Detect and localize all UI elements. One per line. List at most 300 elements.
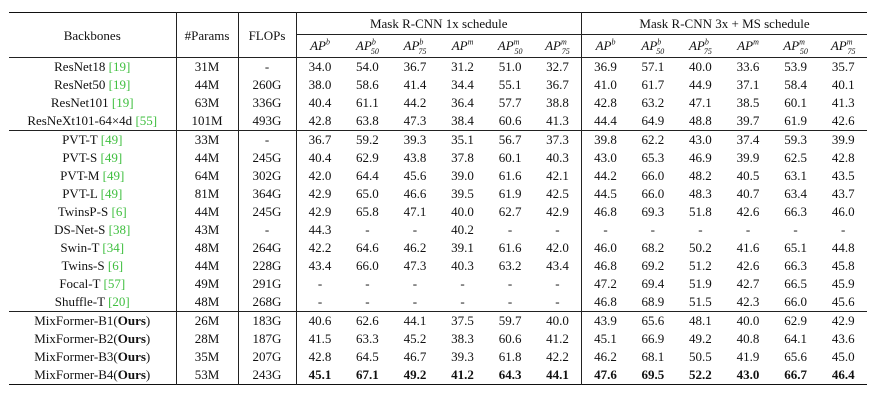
metric-value: 44.5 xyxy=(581,185,629,203)
citation-link[interactable]: [20] xyxy=(108,294,130,309)
metric-value: 63.2 xyxy=(498,258,522,273)
citation-link[interactable]: [57] xyxy=(103,276,126,291)
metric-value: 36.9 xyxy=(581,58,629,77)
flops-cell: 228G xyxy=(238,257,296,275)
metric-value: 37.1 xyxy=(736,77,760,92)
backbone-label: MixFormer-B1 xyxy=(34,313,114,328)
metric-value: 47.6 xyxy=(581,366,629,385)
metric-value: 60.6 xyxy=(498,331,522,346)
metric-value: - xyxy=(650,222,656,237)
metric-value: 66.3 xyxy=(784,258,807,273)
flops-cell: - xyxy=(238,221,296,239)
metric-value: 63.2 xyxy=(641,95,665,110)
backbone-name xyxy=(9,239,176,257)
metric-value: 45.6 xyxy=(403,168,427,183)
citation-link[interactable]: [55] xyxy=(135,113,158,128)
params-cell: 28M xyxy=(176,330,238,348)
params-cell: 53M xyxy=(176,366,238,385)
metric-value: 58.4 xyxy=(784,77,807,92)
metric-value: 66.3 xyxy=(784,204,807,219)
metric-value: 34.4 xyxy=(451,77,474,92)
header-row xyxy=(9,13,867,35)
metric-value: - xyxy=(507,276,513,291)
metric-value: 61.6 xyxy=(498,240,522,255)
table-row xyxy=(9,112,867,131)
metric-value: 48.8 xyxy=(689,113,712,128)
results-table xyxy=(9,12,867,385)
backbone-label: MixFormer-B3 xyxy=(34,349,114,364)
metric-header-3x-5: $AP^m_{75}$ xyxy=(830,37,856,56)
metric-value: 43.8 xyxy=(403,150,427,165)
table-row xyxy=(9,185,867,203)
flops-cell: 187G xyxy=(238,330,296,348)
metric-value: - xyxy=(412,222,418,237)
metric-value: 43.9 xyxy=(581,312,629,331)
metric-value: 65.8 xyxy=(355,204,379,219)
ours-label: Ours xyxy=(117,313,146,328)
metric-value: 69.2 xyxy=(641,258,665,273)
citation-link[interactable]: [49] xyxy=(100,186,123,201)
metric-value: 46.7 xyxy=(403,349,427,364)
metric-value: 41.0 xyxy=(581,76,629,94)
metric-value: 53.9 xyxy=(784,59,807,74)
metric-value: 46.0 xyxy=(831,204,855,219)
metric-value: 46.6 xyxy=(403,186,427,201)
backbone-label: MixFormer-B4 xyxy=(34,367,114,382)
metric-value: 57.1 xyxy=(641,59,665,74)
metric-value: 42.2 xyxy=(296,239,344,257)
metric-value: 46.8 xyxy=(581,257,629,275)
metric-value: 42.7 xyxy=(736,276,760,291)
metric-value: - xyxy=(581,221,629,239)
backbone-name: MixFormer-B4(Ours) xyxy=(34,367,151,382)
metric-value: 62.5 xyxy=(784,150,807,165)
metric-value: 62.9 xyxy=(355,150,379,165)
metric-value: 47.1 xyxy=(689,95,712,110)
metric-value: 66.9 xyxy=(641,331,665,346)
metric-header-3x-3: $AP^m$ xyxy=(737,37,759,53)
metric-value: 36.7 xyxy=(403,59,427,74)
backbone-name xyxy=(9,185,176,203)
flops-cell: 183G xyxy=(238,312,296,331)
metric-value: - xyxy=(507,294,513,309)
metric-value: 42.9 xyxy=(296,203,344,221)
metric-value: 66.0 xyxy=(784,294,807,309)
metric-value: 46.9 xyxy=(689,150,712,165)
ours-label: Ours xyxy=(117,367,146,382)
metric-value: 38.4 xyxy=(451,113,474,128)
metric-header-3x-4: $AP^m_{50}$ xyxy=(783,37,808,56)
metric-value: 61.6 xyxy=(498,168,522,183)
metric-value: 43.4 xyxy=(546,258,569,273)
metric-value: 62.2 xyxy=(641,132,665,147)
metric-value: - xyxy=(793,222,798,237)
citation-link[interactable]: [6] xyxy=(111,204,127,219)
backbone-name xyxy=(9,275,176,293)
metric-value: 40.4 xyxy=(296,94,344,112)
metric-value: 40.7 xyxy=(736,186,760,201)
metric-value: 46.2 xyxy=(403,240,427,255)
table-row xyxy=(9,348,867,366)
flops-cell: 264G xyxy=(238,239,296,257)
citation-link[interactable]: [6] xyxy=(107,258,124,273)
metric-value: 47.2 xyxy=(581,275,629,293)
citation-link[interactable]: [19] xyxy=(111,95,134,110)
metric-value: 42.3 xyxy=(736,294,760,309)
backbone-label: MixFormer-B2 xyxy=(34,331,114,346)
metric-value: 45.2 xyxy=(403,331,427,346)
header-params: #Params xyxy=(176,13,238,58)
table-row xyxy=(9,275,867,293)
table-row xyxy=(9,76,867,94)
metric-value: 42.9 xyxy=(546,204,569,219)
flops-cell: 302G xyxy=(238,167,296,185)
metric-value: 46.0 xyxy=(581,239,629,257)
citation-link[interactable]: [49] xyxy=(100,150,123,165)
backbone-name xyxy=(9,94,176,112)
backbone-label: PVT-T xyxy=(62,132,98,147)
metric-value: 44.1 xyxy=(403,313,427,328)
metric-value: 64.3 xyxy=(498,367,522,382)
metric-value: - xyxy=(365,222,370,237)
flops-cell: 260G xyxy=(238,76,296,94)
metric-value: 62.9 xyxy=(784,313,807,328)
metric-value: 39.3 xyxy=(451,349,474,364)
metric-value: 36.7 xyxy=(296,131,344,150)
table-row xyxy=(9,293,867,312)
metric-value: 40.0 xyxy=(689,59,712,74)
metric-value: 45.0 xyxy=(831,349,855,364)
metric-value: 42.5 xyxy=(546,186,569,201)
metric-value: 40.0 xyxy=(451,204,474,219)
metric-value: 44.2 xyxy=(403,95,427,110)
metric-value: 57.7 xyxy=(498,95,522,110)
metric-value: 65.6 xyxy=(784,349,807,364)
metric-value: 43.0 xyxy=(689,132,712,147)
header-group-3x: Mask R-CNN 3x + MS schedule xyxy=(581,13,867,35)
metric-value: 39.9 xyxy=(831,132,855,147)
metric-value: 40.6 xyxy=(296,312,344,331)
metric-value: 36.7 xyxy=(546,77,569,92)
table-row xyxy=(9,257,867,275)
metric-value: 61.7 xyxy=(641,77,665,92)
flops-cell: 245G xyxy=(238,149,296,167)
metric-value: 66.5 xyxy=(784,276,807,291)
params-cell: 44M xyxy=(176,149,238,167)
metric-value: 63.8 xyxy=(355,113,379,128)
metric-value: 41.3 xyxy=(546,113,569,128)
metric-value: - xyxy=(745,222,751,237)
backbone-label: ResNet101 xyxy=(50,95,109,110)
metric-value: - xyxy=(555,222,560,237)
metric-value: 34.0 xyxy=(296,58,344,77)
metric-value: 41.9 xyxy=(736,349,760,364)
metric-value: 32.7 xyxy=(546,59,569,74)
citation-link[interactable]: [19] xyxy=(108,59,131,74)
ours-label: Ours xyxy=(117,331,146,346)
params-cell: 44M xyxy=(176,203,238,221)
metric-value: 69.4 xyxy=(641,276,665,291)
metric-value: 58.6 xyxy=(355,77,379,92)
params-cell: 26M xyxy=(176,312,238,331)
metric-value: 40.1 xyxy=(831,77,855,92)
metric-value: 37.8 xyxy=(451,150,474,165)
metric-value: - xyxy=(365,276,370,291)
metric-value: 51.0 xyxy=(498,59,522,74)
params-cell: 43M xyxy=(176,221,238,239)
metric-value: 39.3 xyxy=(403,132,427,147)
metric-value: 46.2 xyxy=(581,348,629,366)
metric-value: 43.6 xyxy=(831,331,855,346)
params-cell: 48M xyxy=(176,293,238,312)
metric-value: 65.0 xyxy=(355,186,379,201)
metric-value: 69.5 xyxy=(641,367,665,382)
backbone-label: ResNet18 xyxy=(54,59,106,74)
metric-header-1x-0: $AP^b$ xyxy=(296,35,344,58)
citation-link[interactable]: [49] xyxy=(102,168,125,183)
metric-value: 38.8 xyxy=(546,95,569,110)
params-cell: 35M xyxy=(176,348,238,366)
header-group-1x: Mask R-CNN 1x schedule xyxy=(296,13,581,35)
metric-value: 43.0 xyxy=(736,367,760,382)
metric-value: 40.4 xyxy=(296,149,344,167)
metric-value: 65.3 xyxy=(641,150,665,165)
metric-value: 61.1 xyxy=(355,95,379,110)
backbone-label: ResNet50 xyxy=(54,77,106,92)
metric-value: - xyxy=(412,276,418,291)
metric-value: 47.3 xyxy=(403,113,427,128)
metric-value: 45.1 xyxy=(581,330,629,348)
metric-value: 46.8 xyxy=(581,293,629,312)
metric-value: 66.0 xyxy=(641,168,665,183)
backbone-name xyxy=(9,149,176,167)
results-table-container xyxy=(9,12,867,385)
table-row xyxy=(9,312,867,331)
metric-value: 54.0 xyxy=(355,59,379,74)
table-row xyxy=(9,203,867,221)
metric-value: 35.7 xyxy=(831,59,855,74)
metric-value: 42.1 xyxy=(546,168,569,183)
metric-value: 55.1 xyxy=(498,77,522,92)
metric-value: 51.9 xyxy=(689,276,712,291)
metric-value: 42.8 xyxy=(296,348,344,366)
metric-value: 64.5 xyxy=(355,349,379,364)
metric-value: 35.1 xyxy=(451,132,474,147)
metric-value: 62.6 xyxy=(355,313,379,328)
metric-value: 49.2 xyxy=(689,331,712,346)
metric-value: 66.0 xyxy=(355,258,379,273)
metric-value: 62.7 xyxy=(498,204,522,219)
metric-value: - xyxy=(555,276,560,291)
backbone-label: Twins-S xyxy=(61,258,105,273)
flops-cell: 268G xyxy=(238,293,296,312)
params-cell: 63M xyxy=(176,94,238,112)
metric-value: 37.5 xyxy=(451,313,474,328)
metric-value: 59.7 xyxy=(498,313,522,328)
metric-value: 44.1 xyxy=(546,367,569,382)
table-row xyxy=(9,94,867,112)
metric-value: 60.6 xyxy=(498,113,522,128)
metric-header-3x-0: $AP^b$ xyxy=(581,35,629,58)
metric-value: 39.5 xyxy=(451,186,474,201)
flops-cell: 364G xyxy=(238,185,296,203)
metric-value: 41.4 xyxy=(403,77,427,92)
metric-value: 39.0 xyxy=(451,168,474,183)
metric-value: - xyxy=(555,294,560,309)
citation-link[interactable]: [34] xyxy=(102,240,125,255)
params-cell: 44M xyxy=(176,257,238,275)
table-row xyxy=(9,330,867,348)
metric-value: 51.2 xyxy=(689,258,712,273)
metric-value: 61.8 xyxy=(498,349,522,364)
metric-value: 48.2 xyxy=(689,168,712,183)
metric-value: 45.6 xyxy=(831,294,855,309)
metric-value: 43.0 xyxy=(581,149,629,167)
metric-value: 63.3 xyxy=(355,331,379,346)
metric-value: 42.8 xyxy=(581,94,629,112)
backbone-name xyxy=(9,167,176,185)
backbone-name xyxy=(9,257,176,275)
ours-label: Ours xyxy=(117,349,146,364)
table-row xyxy=(9,149,867,167)
backbone-name: MixFormer-B3(Ours) xyxy=(34,349,151,364)
metric-value: 52.2 xyxy=(689,367,712,382)
metric-value: 43.4 xyxy=(296,257,344,275)
metric-value: 42.0 xyxy=(546,240,569,255)
metric-value: 40.0 xyxy=(546,313,569,328)
metric-value: 40.3 xyxy=(546,150,569,165)
params-cell: 48M xyxy=(176,239,238,257)
metric-value: - xyxy=(296,293,344,312)
metric-value: 69.3 xyxy=(641,204,665,219)
metric-value: 42.9 xyxy=(831,313,855,328)
metric-value: 40.8 xyxy=(736,331,760,346)
backbone-name: MixFormer-B1(Ours) xyxy=(34,313,151,328)
header-flops: FLOPs xyxy=(238,13,296,58)
backbone-label: PVT-S xyxy=(62,150,98,165)
flops-cell: - xyxy=(238,131,296,150)
metric-value: 44.9 xyxy=(689,77,712,92)
params-cell: 64M xyxy=(176,167,238,185)
table-row xyxy=(9,221,867,239)
params-cell: 81M xyxy=(176,185,238,203)
metric-value: 60.1 xyxy=(498,150,522,165)
metric-header-3x-1: $AP^b_{50}$ xyxy=(641,37,665,56)
metric-header-1x-4: $AP^m_{50}$ xyxy=(497,37,523,56)
metric-value: 45.1 xyxy=(296,366,344,385)
backbone-name xyxy=(9,131,176,150)
metric-value: 50.2 xyxy=(689,240,712,255)
metric-value: 44.2 xyxy=(581,167,629,185)
backbone-name xyxy=(9,293,176,312)
flops-cell: 291G xyxy=(238,275,296,293)
metric-value: 42.9 xyxy=(296,185,344,203)
metric-value: 51.5 xyxy=(689,294,712,309)
metric-value: 36.4 xyxy=(451,95,474,110)
metric-value: 48.1 xyxy=(689,313,712,328)
metric-value: 50.5 xyxy=(689,349,712,364)
backbone-label: DS-Net-S xyxy=(54,222,106,237)
metric-header-1x-1: $AP^b_{50}$ xyxy=(355,37,379,56)
metric-value: 42.8 xyxy=(296,112,344,131)
metric-value: - xyxy=(841,222,846,237)
metric-value: 39.8 xyxy=(581,131,629,150)
metric-value: 42.6 xyxy=(736,204,760,219)
metric-value: 61.9 xyxy=(784,113,807,128)
metric-header-1x-2: $AP^b_{75}$ xyxy=(403,37,427,56)
metric-value: - xyxy=(460,276,465,291)
backbone-name xyxy=(9,203,176,221)
citation-link[interactable]: [19] xyxy=(108,77,131,92)
backbone-label: PVT-L xyxy=(62,186,98,201)
metric-value: 42.0 xyxy=(296,167,344,185)
metric-value: 60.1 xyxy=(784,95,807,110)
metric-value: 37.4 xyxy=(736,132,760,147)
backbone-label: ResNeXt101-64×4d xyxy=(27,113,133,128)
params-cell: 33M xyxy=(176,131,238,150)
metric-value: 40.3 xyxy=(451,258,474,273)
metric-value: 39.1 xyxy=(451,240,474,255)
metric-value: 63.4 xyxy=(784,186,807,201)
metric-value: - xyxy=(412,294,418,309)
table-row xyxy=(9,58,867,77)
metric-value: 59.2 xyxy=(355,132,379,147)
results-body xyxy=(9,58,867,385)
table-row xyxy=(9,366,867,385)
metric-value: 51.8 xyxy=(689,204,712,219)
backbone-label: Focal-T xyxy=(59,276,101,291)
metric-value: 38.5 xyxy=(736,95,760,110)
metric-value: 31.2 xyxy=(451,59,474,74)
backbone-label: Shuffle-T xyxy=(54,294,105,309)
flops-cell: 243G xyxy=(238,366,296,385)
metric-header-1x-5: $AP^m_{75}$ xyxy=(545,37,570,56)
metric-value: 44.4 xyxy=(581,112,629,131)
backbone-label: TwinsP-S xyxy=(57,204,109,219)
metric-value: 43.5 xyxy=(831,168,855,183)
metric-value: 63.1 xyxy=(784,168,807,183)
metric-value: 64.1 xyxy=(784,331,807,346)
metric-value: 68.9 xyxy=(641,294,665,309)
metric-value: 65.1 xyxy=(784,240,807,255)
flops-cell: - xyxy=(238,58,296,77)
metric-value: 42.6 xyxy=(831,113,855,128)
metric-value: 49.2 xyxy=(403,367,427,382)
metric-value: 33.6 xyxy=(736,59,760,74)
citation-link[interactable]: [49] xyxy=(100,132,123,147)
metric-value: 61.9 xyxy=(498,186,522,201)
metric-value: - xyxy=(460,294,465,309)
metric-header-1x-3: $AP^m$ xyxy=(451,37,474,53)
metric-value: 66.0 xyxy=(641,186,665,201)
metric-value: 46.8 xyxy=(581,203,629,221)
metric-value: 39.9 xyxy=(736,150,760,165)
metric-value: 41.5 xyxy=(296,330,344,348)
backbone-name: MixFormer-B2(Ours) xyxy=(34,331,151,346)
metric-value: 56.7 xyxy=(498,132,522,147)
metric-value: 68.1 xyxy=(641,349,665,364)
metric-value: 41.3 xyxy=(831,95,855,110)
metric-value: 48.3 xyxy=(689,186,712,201)
metric-value: 40.0 xyxy=(736,313,760,328)
metric-value: 37.3 xyxy=(546,132,569,147)
metric-value: 45.8 xyxy=(831,258,855,273)
flops-cell: 245G xyxy=(238,203,296,221)
backbone-name xyxy=(9,58,176,77)
metric-value: 42.6 xyxy=(736,258,760,273)
metric-value: 42.2 xyxy=(546,349,569,364)
citation-link[interactable]: [38] xyxy=(108,222,131,237)
